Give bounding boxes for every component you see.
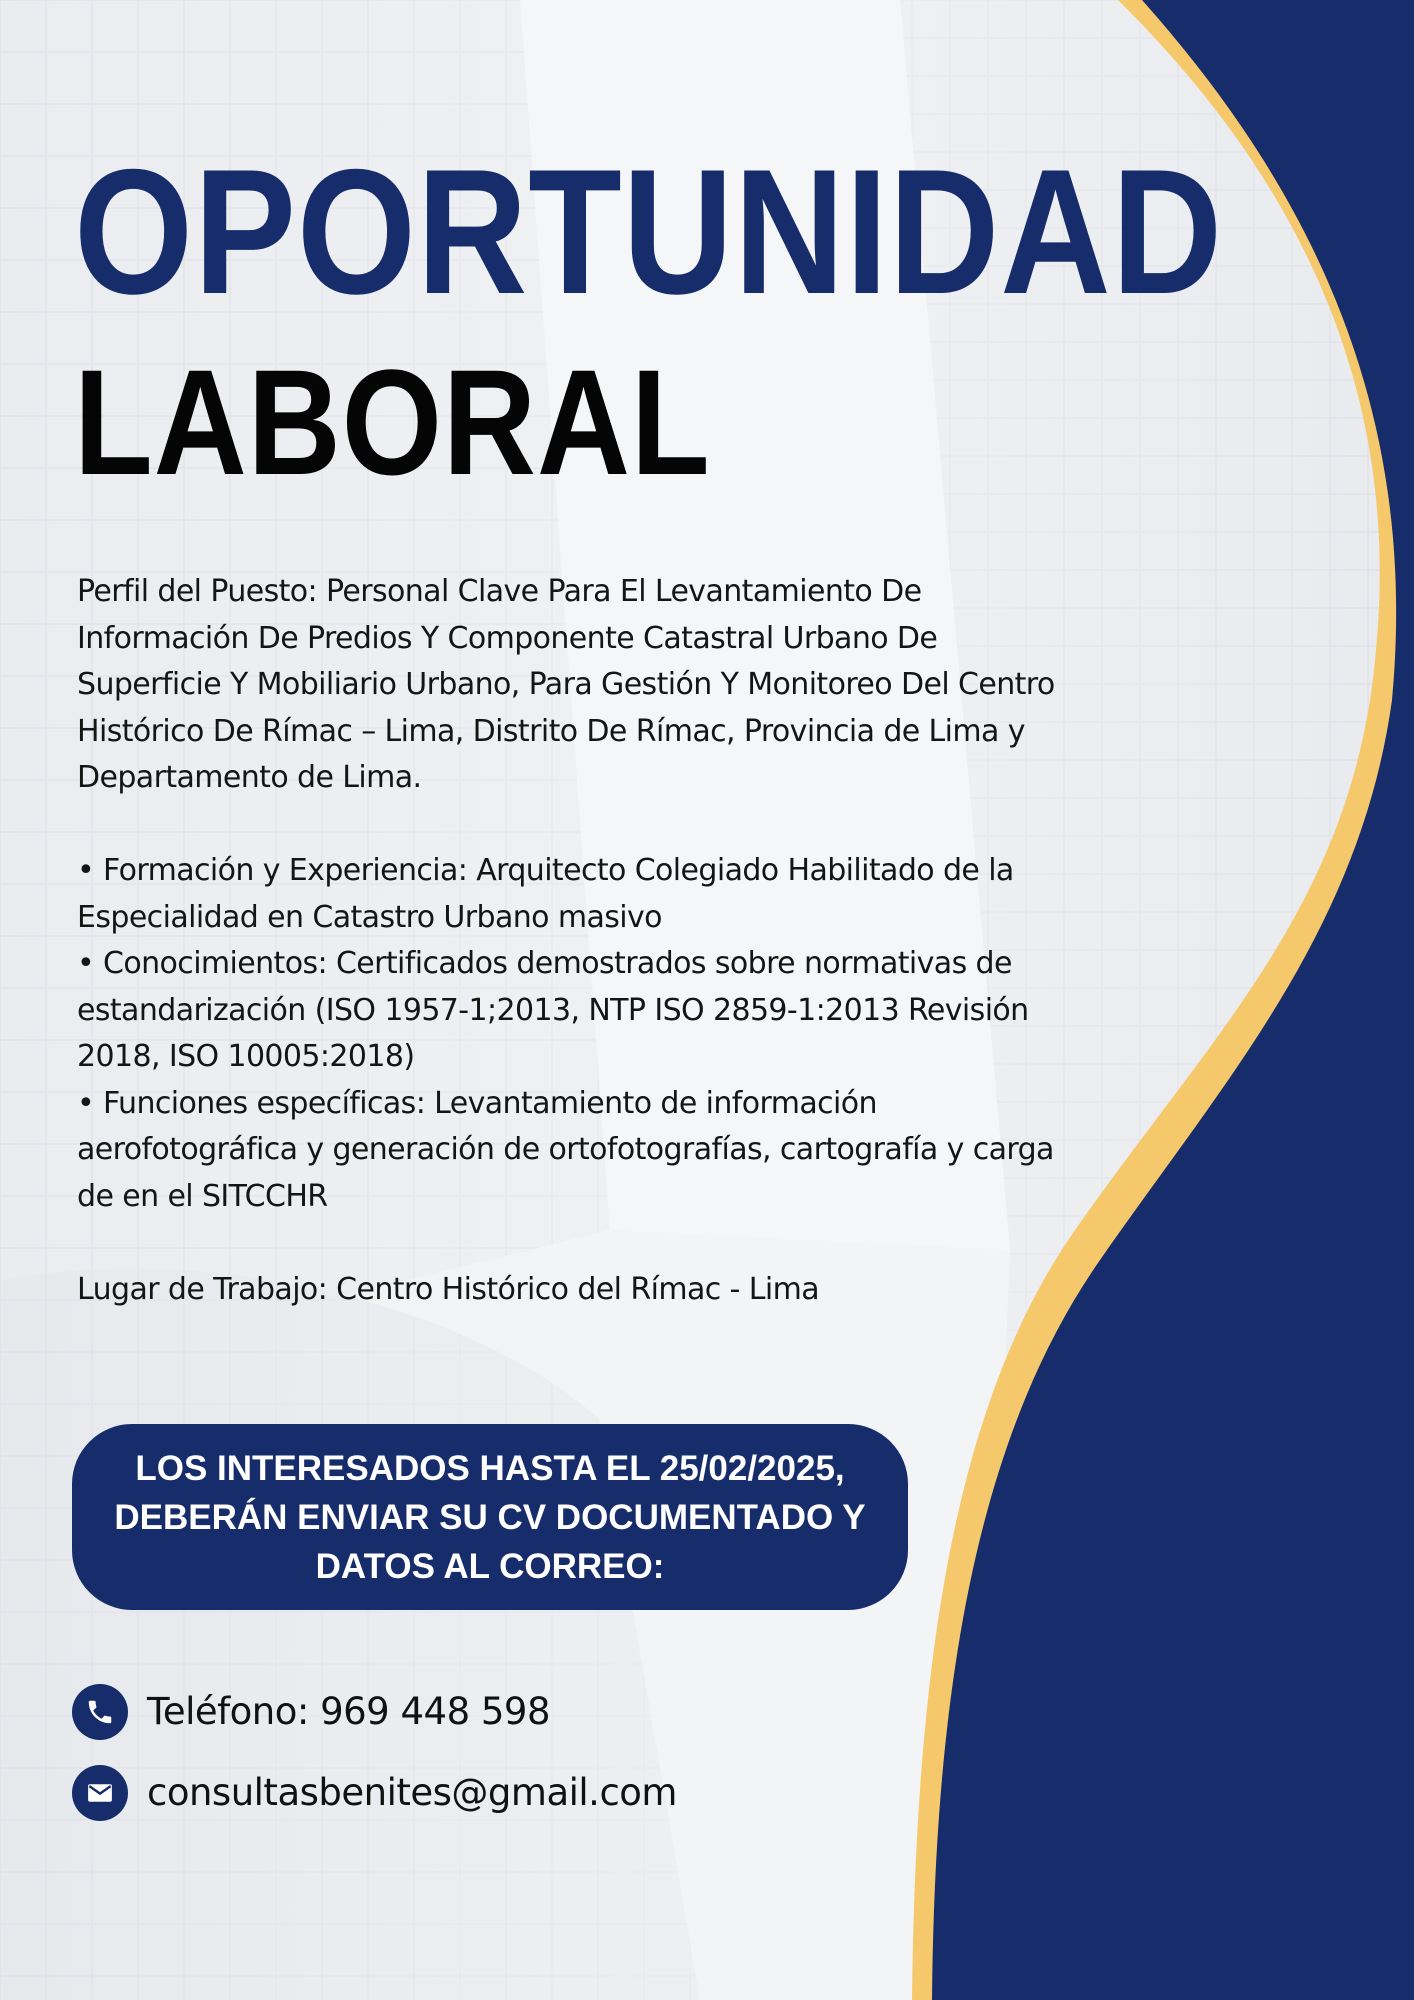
call-to-action-banner	[72, 1424, 908, 1610]
workplace-text: Lugar de Trabajo: Centro Histórico del Rímac - Lima	[77, 1272, 819, 1307]
requirements-list	[77, 848, 1077, 1220]
job-profile-text: Perfil del Puesto: Personal Clave Para El Levantamiento De Información De Predios Y Componente Catastral Urbano De Superficie Y Mobiliario Urbano, Para Gestión Y Monitoreo Del Centro Histórico De Rímac – Lima, Distrito De Rímac, Provincia de Lima y Departamento de Lima.	[77, 574, 1055, 795]
requirement-knowledge: • Conocimientos: Certificados demostrados sobre normativas de estandarización (ISO 1957-1;2013, NTP ISO 2859-1:2013 Revisión 2018, ISO 10005:2018)	[77, 946, 1029, 1074]
phone-text: Teléfono: 969 448 598	[147, 1690, 550, 1733]
call-to-action-text: LOS INTERESADOS HASTA EL 25/02/2025, DEBERÁN ENVIAR SU CV DOCUMENTADO Y DATOS AL CORREO:	[114, 1448, 866, 1586]
email-text[interactable]: consultasbenites@gmail.com	[147, 1771, 677, 1814]
requirement-functions: • Funciones específicas: Levantamiento de información aerofotográfica y generación de ortofotografías, cartografía y carga de en el SITCCHR	[77, 1085, 1054, 1214]
headline-laboral: LABORAL	[74, 338, 711, 506]
envelope-icon	[72, 1765, 128, 1821]
headline-oportunidad: OPORTUNIDAD	[74, 132, 1224, 331]
phone-icon	[72, 1684, 128, 1740]
requirement-training: • Formación y Experiencia: Arquitecto Colegiado Habilitado de la Especialidad en Catastro Urbano masivo	[77, 853, 1014, 935]
phone-contact	[72, 1684, 550, 1740]
email-contact	[72, 1765, 677, 1821]
